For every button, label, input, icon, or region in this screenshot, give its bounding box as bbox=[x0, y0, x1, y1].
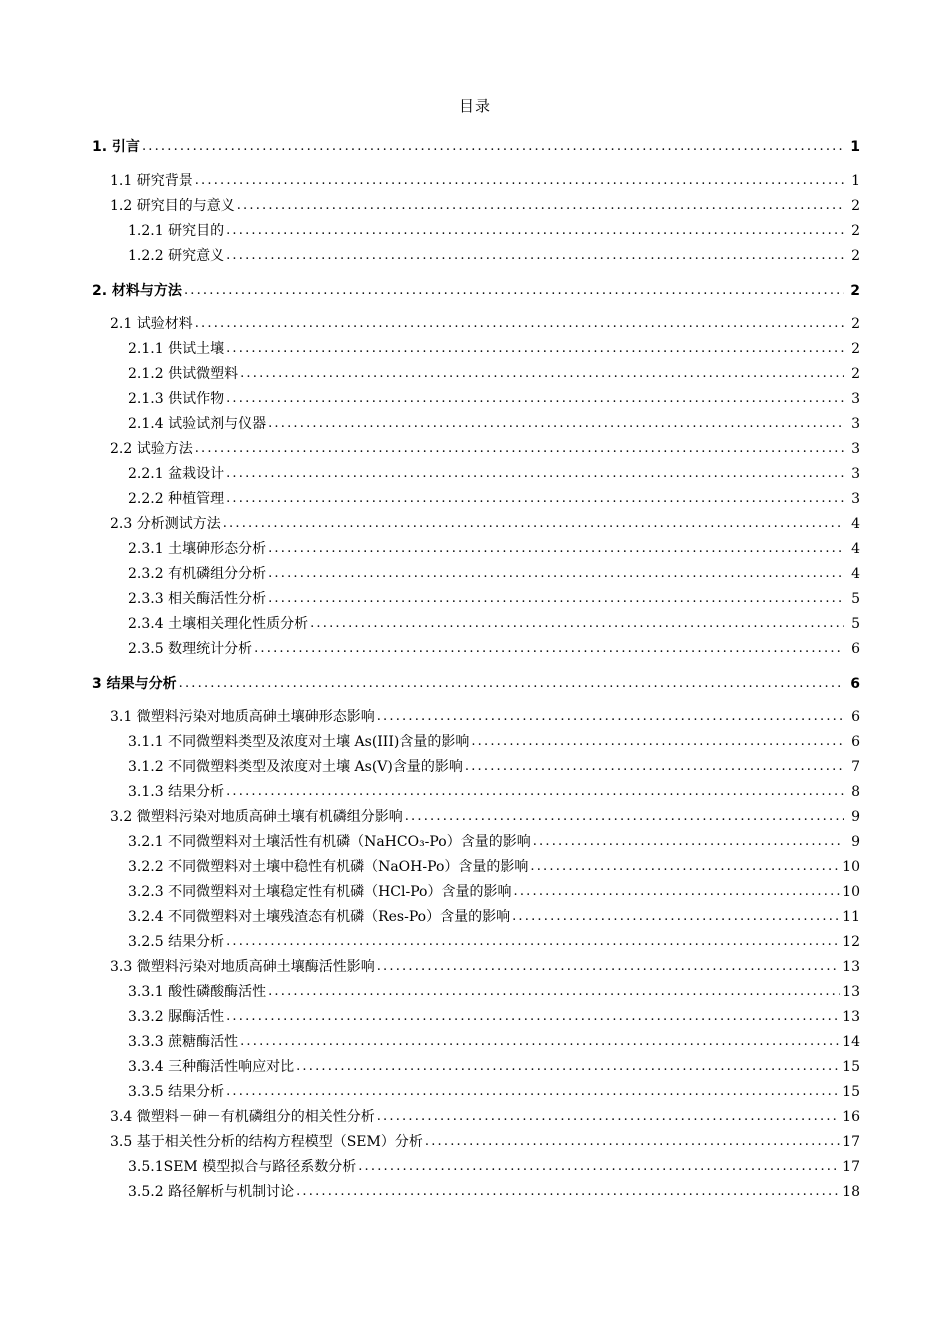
toc-dot-leader bbox=[530, 858, 840, 876]
toc-dot-leader bbox=[268, 983, 840, 1001]
toc-dot-leader bbox=[226, 490, 844, 508]
toc-entry-page-number: 17 bbox=[842, 1134, 860, 1150]
toc-entry-label: 3.3 微塑料污染对地质高砷土壤酶活性影响 bbox=[110, 959, 375, 975]
toc-entry-page-number: 2 bbox=[851, 248, 860, 264]
toc-dot-leader bbox=[465, 758, 844, 776]
toc-entry[interactable] bbox=[110, 436, 860, 458]
toc-entry-page-number: 11 bbox=[842, 909, 860, 925]
toc-entry[interactable] bbox=[128, 386, 860, 408]
toc-entry-label: 3.1.3 结果分析 bbox=[128, 784, 225, 800]
toc-dot-leader bbox=[226, 1083, 840, 1101]
toc-entry-page-number: 15 bbox=[842, 1084, 860, 1100]
toc-dot-leader bbox=[226, 1008, 840, 1026]
toc-entry-page-number: 5 bbox=[851, 591, 860, 607]
toc-entry[interactable] bbox=[92, 278, 860, 300]
toc-entry-label: 3.5.1SEM 模型拟合与路径系数分析 bbox=[128, 1159, 357, 1175]
toc-dot-leader bbox=[179, 675, 844, 693]
toc-dot-leader bbox=[268, 540, 844, 558]
toc-entry-label: 2.1 试验材料 bbox=[110, 316, 193, 332]
toc-entry[interactable] bbox=[128, 243, 860, 265]
toc-entry-page-number: 6 bbox=[851, 709, 860, 725]
toc-entry[interactable] bbox=[128, 1079, 860, 1101]
toc-entry-label: 2.3.1 土壤砷形态分析 bbox=[128, 541, 267, 557]
toc-entry-page-number: 1 bbox=[851, 173, 860, 189]
toc-entry-label: 2.2 试验方法 bbox=[110, 441, 193, 457]
toc-entry[interactable] bbox=[110, 193, 860, 215]
toc-entry-label: 2.1.1 供试土壤 bbox=[128, 341, 225, 357]
toc-entry[interactable] bbox=[128, 904, 860, 926]
toc-entry[interactable] bbox=[92, 671, 860, 693]
toc-entry[interactable] bbox=[110, 804, 860, 826]
toc-dot-leader bbox=[240, 365, 844, 383]
toc-dot-leader bbox=[142, 138, 844, 156]
toc-entry[interactable] bbox=[128, 779, 860, 801]
toc-entry-page-number: 4 bbox=[851, 541, 860, 557]
toc-entry[interactable] bbox=[128, 1154, 860, 1176]
toc-entry-label: 1.2.2 研究意义 bbox=[128, 248, 225, 264]
toc-entry-label: 3.3.4 三种酶活性响应对比 bbox=[128, 1059, 295, 1075]
toc-entry-label: 3.2.4 不同微塑料对土壤残渣态有机磷（Res-Po）含量的影响 bbox=[128, 909, 511, 925]
toc-dot-leader bbox=[195, 315, 844, 333]
toc-dot-leader bbox=[358, 1158, 840, 1176]
toc-dot-leader bbox=[195, 172, 844, 190]
toc-entry-label: 1. 引言 bbox=[92, 139, 140, 155]
toc-entry-label: 3.4 微塑料－砷－有机磷组分的相关性分析 bbox=[110, 1109, 375, 1125]
toc-entry[interactable] bbox=[128, 1029, 860, 1051]
toc-entry-label: 2.1.3 供试作物 bbox=[128, 391, 225, 407]
toc-entry-label: 2.1.4 试验试剂与仪器 bbox=[128, 416, 267, 432]
toc-entry-label: 3.3.3 蔗糖酶活性 bbox=[128, 1034, 239, 1050]
toc-entry[interactable] bbox=[128, 586, 860, 608]
toc-dot-leader bbox=[377, 708, 844, 726]
toc-entry-page-number: 2 bbox=[850, 283, 860, 299]
toc-dot-leader bbox=[377, 1108, 840, 1126]
toc-entry-page-number: 2 bbox=[851, 223, 860, 239]
toc-entry-page-number: 9 bbox=[851, 834, 860, 850]
toc-entry-page-number: 6 bbox=[850, 676, 860, 692]
toc-entry-page-number: 2 bbox=[851, 316, 860, 332]
toc-entry-page-number: 3 bbox=[851, 391, 860, 407]
toc-entry-page-number: 6 bbox=[851, 641, 860, 657]
toc-entry-page-number: 9 bbox=[851, 809, 860, 825]
toc-entry-page-number: 13 bbox=[842, 959, 860, 975]
toc-dot-leader bbox=[296, 1058, 840, 1076]
toc-entry-label: 2.3.2 有机磷组分分析 bbox=[128, 566, 267, 582]
toc-entry[interactable] bbox=[128, 829, 860, 851]
toc-entry[interactable] bbox=[110, 1104, 860, 1126]
toc-entry-label: 3.2.1 不同微塑料对土壤活性有机磷（NaHCO₃-Po）含量的影响 bbox=[128, 834, 531, 850]
toc-entry[interactable] bbox=[128, 561, 860, 583]
toc-entry[interactable] bbox=[128, 461, 860, 483]
toc-entry[interactable] bbox=[128, 854, 860, 876]
toc-dot-leader bbox=[237, 197, 844, 215]
toc-entry-label: 2.3 分析测试方法 bbox=[110, 516, 221, 532]
toc-entry-page-number: 3 bbox=[851, 416, 860, 432]
toc-entry-page-number: 3 bbox=[851, 466, 860, 482]
toc-dot-leader bbox=[296, 1183, 840, 1201]
toc-dot-leader bbox=[226, 222, 844, 240]
toc-entry[interactable] bbox=[128, 611, 860, 633]
toc-dot-leader bbox=[240, 1033, 840, 1051]
toc-title: 目录 bbox=[458, 97, 491, 115]
toc-entry-label: 3.3.1 酸性磷酸酶活性 bbox=[128, 984, 267, 1000]
toc-entry[interactable] bbox=[128, 929, 860, 951]
toc-entry[interactable] bbox=[128, 486, 860, 508]
toc-entry-label: 1.1 研究背景 bbox=[110, 173, 193, 189]
toc-dot-leader bbox=[226, 340, 844, 358]
toc-entry[interactable] bbox=[110, 168, 860, 190]
toc-entry-page-number: 2 bbox=[851, 198, 860, 214]
toc-entry-page-number: 7 bbox=[851, 759, 860, 775]
toc-entry[interactable] bbox=[128, 754, 860, 776]
toc-dot-leader bbox=[184, 282, 844, 300]
toc-entry[interactable] bbox=[110, 704, 860, 726]
toc-entry-label: 1.2.1 研究目的 bbox=[128, 223, 225, 239]
toc-entry-page-number: 1 bbox=[850, 139, 860, 155]
toc-dot-leader bbox=[533, 833, 844, 851]
toc-entry[interactable] bbox=[128, 336, 860, 358]
toc-entry-label: 3.5.2 路径解析与机制讨论 bbox=[128, 1184, 295, 1200]
toc-entry-page-number: 12 bbox=[842, 934, 860, 950]
toc-entry-page-number: 4 bbox=[851, 566, 860, 582]
toc-entry[interactable] bbox=[128, 1004, 860, 1026]
toc-dot-leader bbox=[512, 908, 840, 926]
toc-entry-page-number: 16 bbox=[842, 1109, 860, 1125]
toc-dot-leader bbox=[226, 247, 844, 265]
toc-entry-page-number: 8 bbox=[851, 784, 860, 800]
toc-dot-leader bbox=[268, 415, 844, 433]
toc-entry-label: 2.3.5 数理统计分析 bbox=[128, 641, 253, 657]
toc-entry-page-number: 5 bbox=[851, 616, 860, 632]
toc-entry[interactable] bbox=[128, 411, 860, 433]
toc-entry-page-number: 2 bbox=[851, 341, 860, 357]
toc-entry-page-number: 6 bbox=[851, 734, 860, 750]
toc-entry-label: 3 结果与分析 bbox=[92, 676, 177, 692]
toc-entry[interactable] bbox=[92, 134, 860, 156]
toc-entry-page-number: 15 bbox=[842, 1059, 860, 1075]
toc-entry-label: 3.3.2 脲酶活性 bbox=[128, 1009, 225, 1025]
toc-dot-leader bbox=[195, 440, 844, 458]
toc-entry[interactable] bbox=[128, 1179, 860, 1201]
toc-entry-page-number: 3 bbox=[851, 491, 860, 507]
toc-entry-label: 2.2.1 盆栽设计 bbox=[128, 466, 225, 482]
toc-dot-leader bbox=[268, 565, 844, 583]
toc-entry-label: 2.2.2 种植管理 bbox=[128, 491, 225, 507]
toc-entry-label: 3.3.5 结果分析 bbox=[128, 1084, 225, 1100]
toc-entry[interactable] bbox=[128, 218, 860, 240]
toc-entry-label: 3.1.1 不同微塑料类型及浓度对土壤 As(III)含量的影响 bbox=[128, 734, 470, 750]
toc-entry-page-number: 13 bbox=[842, 984, 860, 1000]
toc-entry-page-number: 10 bbox=[842, 859, 860, 875]
toc-entry-page-number: 14 bbox=[842, 1034, 860, 1050]
toc-entry-label: 2.3.3 相关酶活性分析 bbox=[128, 591, 267, 607]
toc-entry[interactable] bbox=[128, 729, 860, 751]
toc-entry-page-number: 18 bbox=[842, 1184, 860, 1200]
toc-dot-leader bbox=[223, 515, 844, 533]
toc-entry-label: 3.1.2 不同微塑料类型及浓度对土壤 As(V)含量的影响 bbox=[128, 759, 463, 775]
toc-entry-label: 2.3.4 土壤相关理化性质分析 bbox=[128, 616, 309, 632]
toc-dot-leader bbox=[513, 883, 840, 901]
toc-entry-label: 2.1.2 供试微塑料 bbox=[128, 366, 239, 382]
toc-dot-leader bbox=[377, 958, 840, 976]
toc-dot-leader bbox=[425, 1133, 840, 1151]
toc-entry-label: 2. 材料与方法 bbox=[92, 283, 182, 299]
toc-entry-label: 3.1 微塑料污染对地质高砷土壤砷形态影响 bbox=[110, 709, 375, 725]
toc-dot-leader bbox=[226, 390, 844, 408]
toc-dot-leader bbox=[226, 783, 844, 801]
toc-entry[interactable] bbox=[110, 1129, 860, 1151]
toc-entry[interactable] bbox=[128, 636, 860, 658]
toc-dot-leader bbox=[405, 808, 844, 826]
toc-entry-label: 3.5 基于相关性分析的结构方程模型（SEM）分析 bbox=[110, 1134, 423, 1150]
toc-dot-leader bbox=[226, 465, 844, 483]
toc-entry-label: 1.2 研究目的与意义 bbox=[110, 198, 235, 214]
toc-entry-label: 3.2.5 结果分析 bbox=[128, 934, 225, 950]
toc-entry-page-number: 10 bbox=[842, 884, 860, 900]
toc-entry-label: 3.2 微塑料污染对地质高砷土壤有机磷组分影响 bbox=[110, 809, 403, 825]
toc-entry-page-number: 3 bbox=[851, 441, 860, 457]
toc-dot-leader bbox=[268, 590, 844, 608]
toc-entry[interactable] bbox=[110, 311, 860, 333]
toc-entry[interactable] bbox=[110, 511, 860, 533]
toc-dot-leader bbox=[310, 615, 844, 633]
toc-entry-label: 3.2.2 不同微塑料对土壤中稳性有机磷（NaOH-Po）含量的影响 bbox=[128, 859, 529, 875]
toc-entry[interactable] bbox=[110, 954, 860, 976]
toc-entry-page-number: 13 bbox=[842, 1009, 860, 1025]
toc-dot-leader bbox=[226, 933, 840, 951]
toc-entry-page-number: 4 bbox=[851, 516, 860, 532]
toc-entry[interactable] bbox=[128, 361, 860, 383]
toc-entry[interactable] bbox=[128, 536, 860, 558]
toc-dot-leader bbox=[471, 733, 844, 751]
toc-entry-page-number: 2 bbox=[851, 366, 860, 382]
toc-entry-label: 3.2.3 不同微塑料对土壤稳定性有机磷（HCl-Po）含量的影响 bbox=[128, 884, 512, 900]
toc-dot-leader bbox=[254, 640, 844, 658]
toc-entry[interactable] bbox=[128, 979, 860, 1001]
toc-entry[interactable] bbox=[128, 1054, 860, 1076]
toc-entry[interactable] bbox=[128, 879, 860, 901]
toc-entry-page-number: 17 bbox=[842, 1159, 860, 1175]
